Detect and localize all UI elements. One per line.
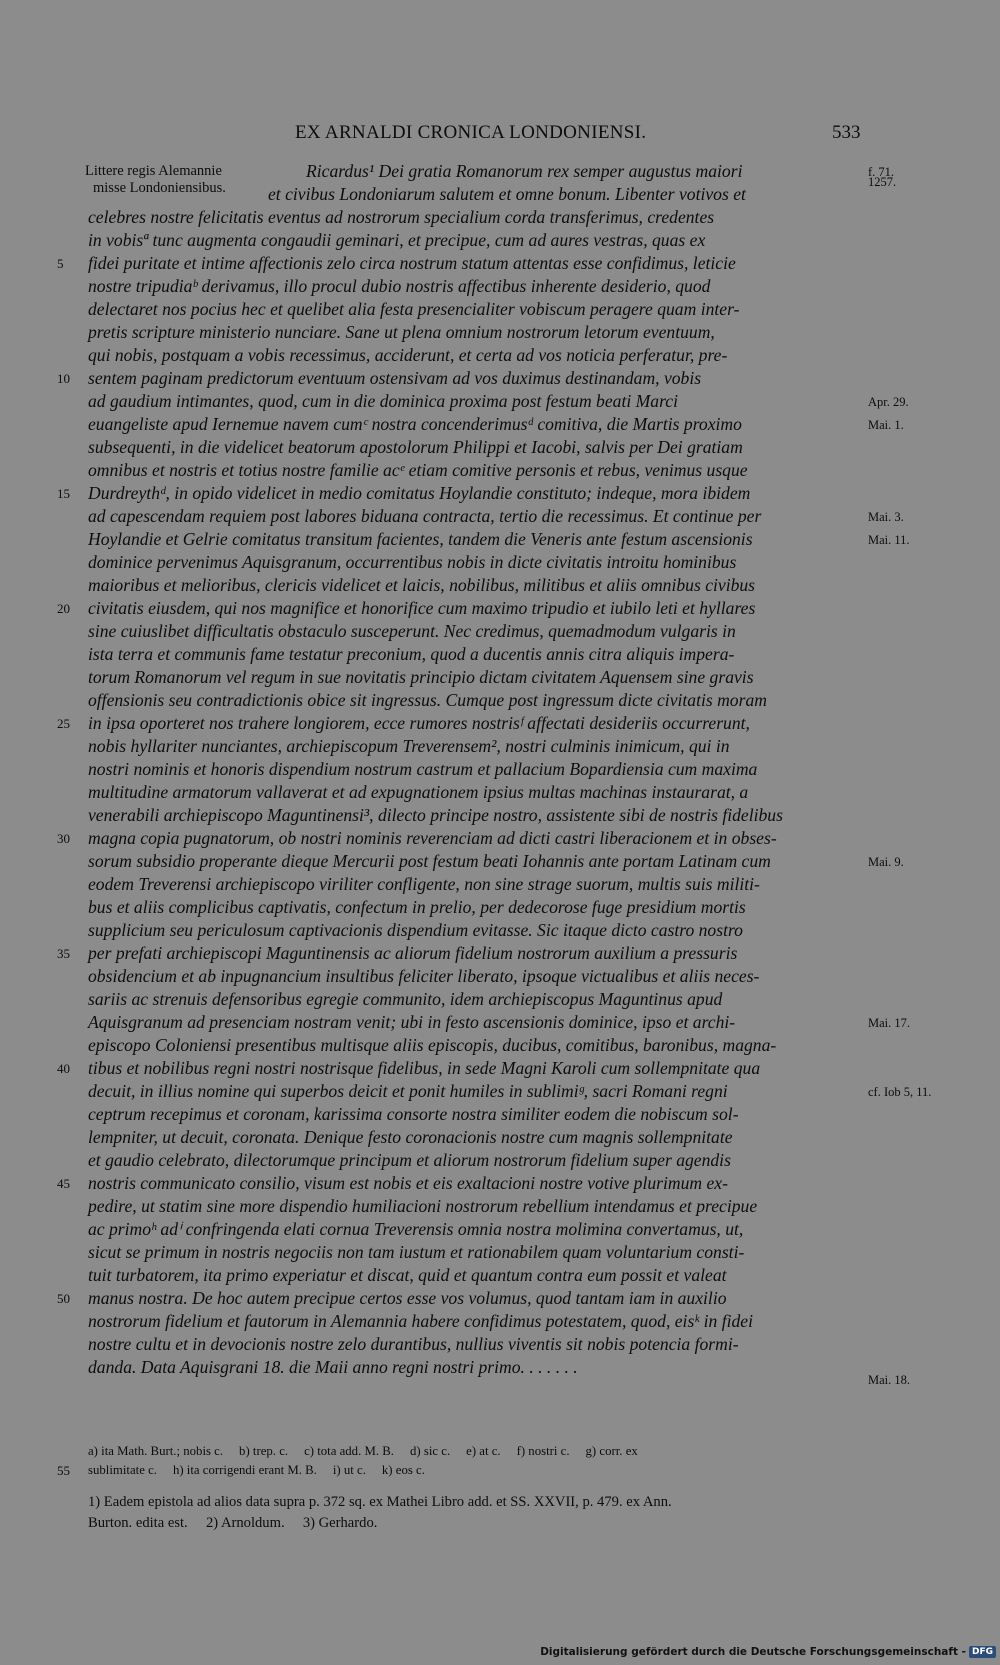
apparatus-line [57,1461,868,1480]
line-text: et gaudio celebrato, dilectorumque principum et aliorum nostrorum fidelium super agendis [88,1150,731,1170]
text-line [88,574,863,597]
line-text: episcopo Coloniensi presentibus multisque aliis episcopis, ducibus, comitibus, baronibus, magna- [88,1035,777,1055]
line-text: manus nostra. De hoc autem precipue certos esse vos volumus, quod tantam iam in auxilio [88,1288,727,1308]
text-line [88,1356,863,1379]
rubric-line: Littere regis Alemannie [85,163,222,179]
margin-date: Mai. 18. [868,1372,911,1387]
text-line [88,781,863,804]
critical-apparatus [57,1442,868,1480]
line-text: pedire, ut statim sine more dispendio humiliacioni nostrorum rebellium intendamus et precipue [88,1196,758,1216]
line-text: nostri nominis et honoris dispendium nostrum castrum et pallacium Bopardiensia cum maxima [88,759,758,779]
text-line [88,528,863,551]
rubric-line: misse Londoniensibus. [93,180,226,196]
line-text: per prefati archiepiscopi Maguntinensis ac aliorum fidelium nostrorum auxilium a pressuris [88,943,738,963]
line-number: 25 [57,716,70,731]
line-text: Aquisgranum ad presenciam nostram venit; ubi in festo ascensionis dominice, ipso et archi- [88,1012,736,1032]
margin-date: f. 71. [868,165,895,179]
margin-date: Mai. 9. [868,855,904,869]
text-line [88,689,863,712]
footnote-line: 1) Eadem epistola ad alios data supra p. 372 sq. ex Mathei Libro add. et SS. XXVII, p. 479. ex Ann. [88,1494,672,1510]
text-line [88,436,863,459]
line-number: 50 [57,1291,70,1306]
line-text: sicut se primum in nostris negociis non tam iustum et rationabilem quam voluntarium consti- [88,1242,745,1262]
margin-date: Apr. 29. [868,395,909,409]
line-text: maioribus et melioribus, clericis videlicet et laicis, nobilibus, militibus et aliis omnibus civibus [88,575,756,595]
line-text: obsidencium et ab inpugnancium insultibus feliciter liberato, ipsoque victualibus et aliis neces- [88,966,760,986]
line-text: in ipsa oporteret nos trahere longiorem, ecce rumores nostrisᶠ affectati desideriis occurrerunt, [88,713,750,733]
text-line [88,183,863,206]
line-text: offensionis seu contradictionis obice sit ingressus. Cumque post ingressum dicte civitatis moram [88,690,767,710]
text-line [88,896,863,919]
margin-date: Mai. 17. [868,1016,911,1030]
line-text: sariis ac strenuis defensoribus egregie communito, idem archiepiscopus Maguntinus apud [88,989,723,1009]
digitization-text: Digitalisierung gefördert durch die Deutsche Forschungsgemeinschaft - [540,1646,966,1658]
text-line [57,942,863,965]
line-number: 35 [57,946,70,961]
text-line [88,1080,863,1103]
line-text: torum Romanorum vel regum in sue novitatis principio dictam civitatem Aquensem sine gravis [88,667,754,687]
line-text: nostris communicato consilio, visum est nobis et eis exaltacioni nostre votive plurimum ex- [88,1173,728,1193]
line-text: ceptrum recepimus et coronam, karissima consorte nostra similiter eodem die nobiscum sol- [88,1104,739,1124]
running-head [0,122,1000,148]
line-number: 45 [57,1176,70,1191]
line-text: decuit, in illius nomine qui superbos deicit et ponit humiles in sublimiᵍ, sacri Romani regni [88,1081,728,1101]
text-line [57,367,863,390]
line-text: et civibus Londoniarum salutem et omne bonum. Libenter votivos et [268,184,746,204]
text-line [57,1172,863,1195]
line-number: 55 [57,1463,70,1478]
text-line [88,735,863,758]
text-line [88,390,863,413]
text-line [57,827,863,850]
text-line [88,1126,863,1149]
line-text: delectaret nos pocius hec et quelibet alia festa presencialiter vobiscum peragere quam inter- [88,299,740,319]
text-line [88,1264,863,1287]
line-text: euangeliste apud Iernemue navem cumᶜ nostra concenderimusᵈ comitiva, die Martis proximo [88,414,742,434]
line-number: 30 [57,831,70,846]
text-line [57,712,863,735]
text-line [88,758,863,781]
text-line [88,229,863,252]
text-line [88,620,863,643]
footnotes [88,1492,868,1534]
text-line [88,919,863,942]
line-text: dominice pervenimus Aquisgranum, occurrentibus nobis in dicte civitatis introitu hominibus [88,552,737,572]
text-line [88,850,863,873]
line-number: 5 [57,256,64,271]
line-text: nostre cultu et in devocionis nostre zelo durantibus, nullius viventis sit nobis potencia formi- [88,1334,739,1354]
line-text: venerabili archiepiscopo Maguntinensi³, dilecto principe nostro, assistente sibi de nostris fidelibus [88,805,783,825]
text-line [88,988,863,1011]
line-text: Hoylandie et Gelrie comitatus transitum facientes, tandem die Veneris ante festum ascensionis [88,529,753,549]
text-line [88,1333,863,1356]
text-line [88,344,863,367]
line-text: nostre tripudiaᵇ derivamus, illo procul dubio nostris affectibus inherente desiderio, quod [88,276,711,296]
line-text: qui nobis, postquam a vobis recessimus, acciderunt, et certa ad vos noticia perferatur, pre- [88,345,728,365]
line-text: fidei puritate et intime affectionis zelo circa nostrum statum attentas esse confidimus, leticie [88,253,736,273]
text-line [88,413,863,436]
text-line [88,275,863,298]
line-text: sentem paginam predictorum eventuum ostensivam ad vos duximus destinandam, vobis [88,368,702,388]
line-text: lempniter, ut decuit, coronata. Denique festo coronacionis nostre cum magnis sollempnitate [88,1127,733,1147]
line-text: Durdreythᵈ, in opido videlicet in medio comitatus Hoylandie constituto; indeque, mora ibidem [88,483,751,503]
text-line [88,206,863,229]
text-line [57,252,863,275]
line-number: 20 [57,601,70,616]
text-line [88,160,863,183]
text-line [88,298,863,321]
margin-date: 1257. [868,175,897,190]
line-number: 10 [57,371,70,386]
text-line [88,666,863,689]
line-text: sorum subsidio properante dieque Mercurii post festum beati Iohannis ante portam Latinam cum [88,851,771,871]
text-line [57,597,863,620]
text-line [88,551,863,574]
line-text: ista terra et communis fame testatur preconium, quod a ducentis annis citra aliquis impera- [88,644,735,664]
apparatus-line [88,1442,868,1461]
digitization-credit [540,1646,996,1658]
line-text: sine cuiuslibet difficultatis obstaculo susceperunt. Nec credimus, quemadmodum vulgaris in [88,621,736,641]
line-text: subsequenti, in die videlicet beatorum apostolorum Philippi et Iacobi, salvis per Dei gratiam [88,437,743,457]
line-number: 40 [57,1061,70,1076]
line-text: nobis hyllariter nunciantes, archiepiscopum Treverensem², nostri culminis inimicum, qui in [88,736,730,756]
page-number: 533 [832,122,861,143]
text-line [88,505,863,528]
line-text: danda. Data Aquisgrani 18. die Maii anno regni nostri primo. . . . . . . [88,1357,578,1377]
line-text: ad gaudium intimantes, quod, cum in die dominica proxima post festum beati Marci [88,391,678,411]
text-line [88,321,863,344]
line-text: supplicium seu periculosum captivacionis dispendium evitasse. Sic itaque dicto castro nostro [88,920,743,940]
text-line [88,1218,863,1241]
line-text: eodem Treverensi archiepiscopo viriliter confligente, non sine strage suorum, multis suis militi- [88,874,760,894]
text-line [88,459,863,482]
margin-date: Mai. 3. [868,510,904,524]
apparatus-text: sublimitate c. h) ita corrigendi erant M. B. i) ut c. k) eos c. [88,1463,425,1477]
text-line [88,1310,863,1333]
line-text: omnibus et nostris et totius nostre familie acᵉ etiam comitive personis et rebus, venimus usque [88,460,748,480]
line-text: magna copia pugnatorum, ob nostri nominis reverenciam ad dicti castri liberacionem et in obses- [88,828,777,848]
margin-date: Mai. 1. [868,418,904,432]
line-number: 15 [57,486,70,501]
text-line [88,1195,863,1218]
page-title: EX ARNALDI CRONICA LONDONIENSI. [295,122,647,143]
text-line [88,1149,863,1172]
line-text: Ricardus¹ Dei gratia Romanorum rex semper augustus maiori [306,161,743,181]
text-line [88,965,863,988]
line-text: tuit turbatorem, ita primo experiatur et discat, quid et quantum contra eum possit et valeat [88,1265,727,1285]
text-line [88,873,863,896]
line-text: pretis scripture ministerio nunciare. Sane ut plena omnium nostrorum letorum eventuum, [88,322,715,342]
margin-date: Mai. 11. [868,533,910,547]
text-line [57,1057,863,1080]
text-line [57,1287,863,1310]
text-line [88,1034,863,1057]
line-text: multitudine armatorum vallaverat et ad expugnationem ipsius multas machinas instaurarat, a [88,782,749,802]
text-line [88,1241,863,1264]
text-line [88,1103,863,1126]
footnote-line: Burton. edita est. 2) Arnoldum. 3) Gerhardo. [88,1515,378,1531]
line-text: celebres nostre felicitatis eventus ad nostrorum specialium corda transferimus, credentes [88,207,715,227]
text-line [88,804,863,827]
line-text: bus et aliis complicibus captivatis, confectum in prelio, per dedecorose fuge presidium mortis [88,897,746,917]
line-text: nostrorum fidelium et fautorum in Alemannia habere confidimus potestatem, quod, eisᵏ in fidei [88,1311,753,1331]
apparatus-text: a) ita Math. Burt.; nobis c. b) trep. c. c) tota add. M. B. d) sic c. e) at c. f) nostri c. g) corr. ex [88,1444,638,1458]
line-text: ac primoʰ adⁱ confringenda elati cornua Treverensis omnia nostra molimina convertamus, ut, [88,1219,744,1239]
line-text: in vobisª tunc augmenta congaudii geminari, et precipue, cum ad aures vestras, quas ex [88,230,706,250]
line-text: civitatis eiusdem, qui nos magnifice et honorifice cum maximo tripudio et iubilo leti et hyllares [88,598,756,618]
dfg-logo-icon: DFG [969,1646,996,1658]
text-line [57,482,863,505]
line-text: ad capescendam requiem post labores biduana contracta, tertio die recessimus. Et continue per [88,506,762,526]
margin-date: cf. Iob 5, 11. [868,1085,932,1099]
text-line [88,643,863,666]
text-line [88,1011,863,1034]
line-text: tibus et nobilibus regni nostri nostrisque fidelibus, in sede Magni Karoli cum sollempnitate qua [88,1058,761,1078]
